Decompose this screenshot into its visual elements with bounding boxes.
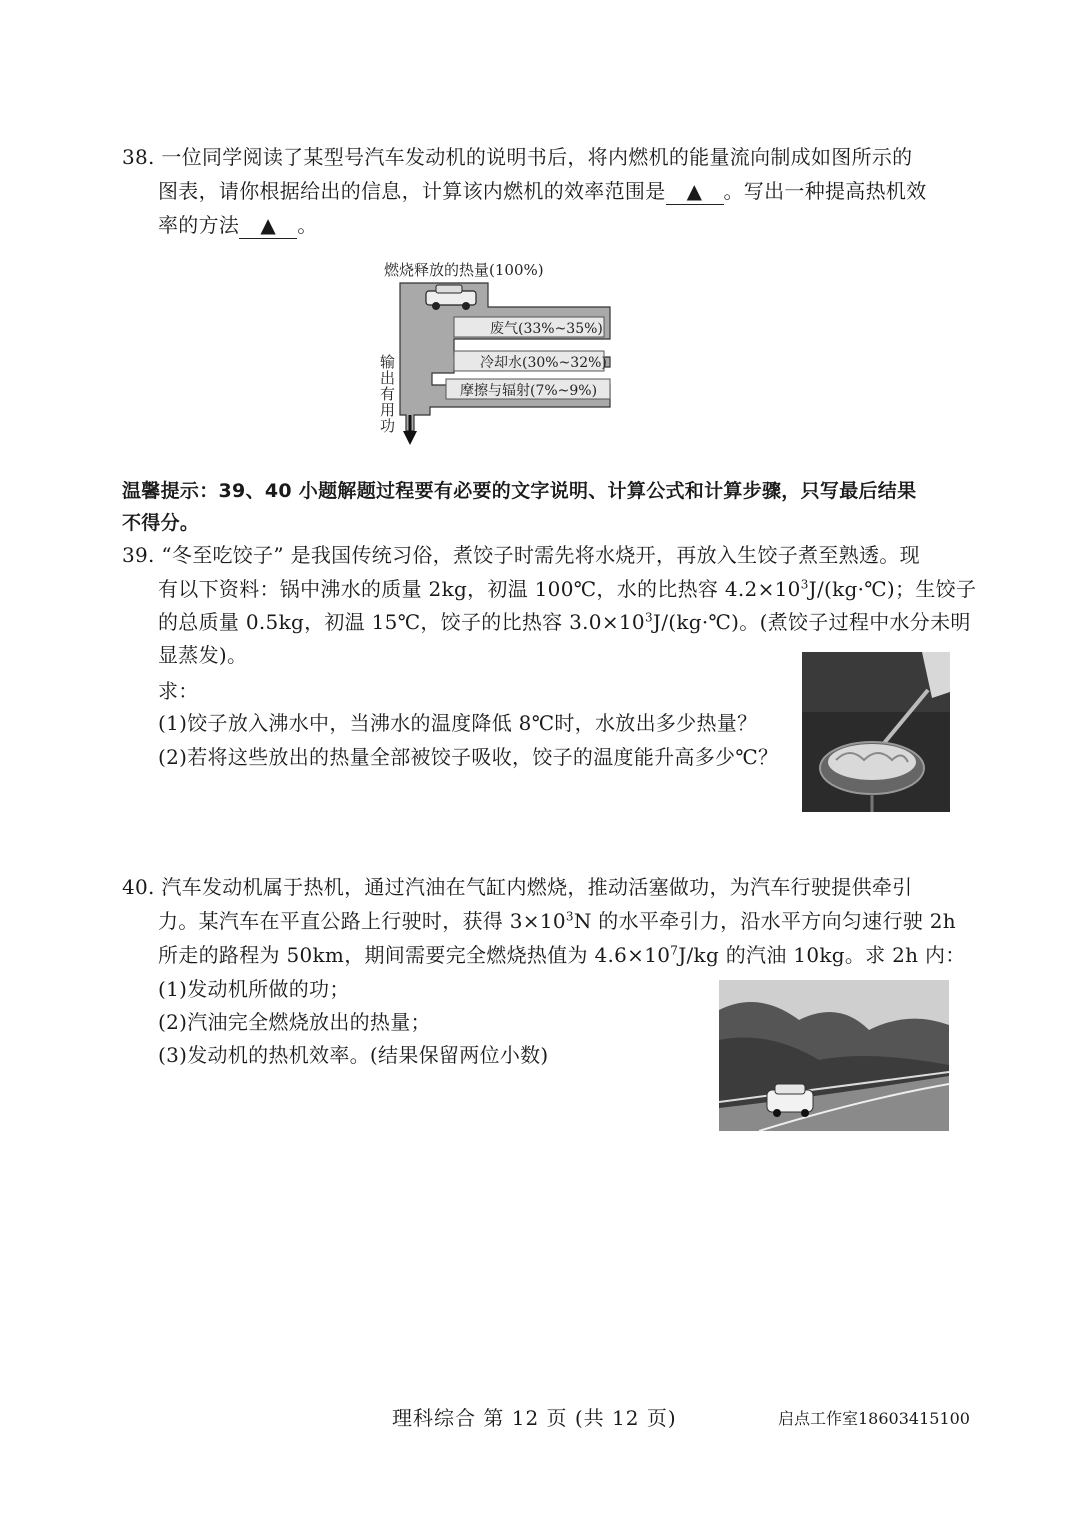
q40-line-3 xyxy=(158,940,966,970)
q39-line-3-text-b: J/(kg·℃)。(煮饺子过程中水分未明 xyxy=(652,610,971,634)
q40-line-1: 40. 汽车发动机属于热机，通过汽油在气缸内燃烧，推动活塞做功，为汽车行驶提供牵引 xyxy=(122,875,913,899)
tip-line-2: 不得分。 xyxy=(122,512,200,534)
q40-line-3-text: 所走的路程为 50km，期间需要完全燃烧热值为 4.6×10 xyxy=(158,943,671,967)
q39-line-3-exponent: 3 xyxy=(644,610,653,625)
output-char-4: 用 xyxy=(380,401,396,419)
q38-line-2 xyxy=(158,176,927,206)
q39-line-3-text: 的总质量 0.5kg，初温 15℃，饺子的比热容 3.0×10 xyxy=(158,610,645,634)
q40-sub-3: (3)发动机的热机效率。(结果保留两位小数) xyxy=(158,1043,549,1067)
q39-line-2 xyxy=(158,574,976,604)
q39-line-2-exponent: 3 xyxy=(800,577,809,592)
output-char-1: 输 xyxy=(380,353,396,371)
q38-line-3-text: 率的方法 xyxy=(158,213,240,237)
q40-line-2 xyxy=(158,906,956,936)
q39-line-3 xyxy=(158,607,971,637)
q39-line-2-text: 有以下资料：锅中沸水的质量 2kg，初温 100℃，水的比热容 4.2×10 xyxy=(158,577,801,601)
cooling-water-label: 冷却水(30%~32%) xyxy=(480,355,607,371)
car-road-photo xyxy=(719,980,949,1131)
studio-watermark: 启点工作室18603415100 xyxy=(778,1409,970,1428)
answer-blank-efficiency[interactable]: ▲ xyxy=(666,178,724,205)
q40-line-2-text: 力。某汽车在平直公路上行驶时，获得 3×10 xyxy=(158,909,566,933)
output-char-2: 出 xyxy=(380,369,396,387)
q39-line-2-text-b: J/(kg·℃)；生饺子 xyxy=(808,577,977,601)
q40-line-2-exponent: 3 xyxy=(565,909,574,924)
q39-sub-2: (2)若将这些放出的热量全部被饺子吸收，饺子的温度能升高多少℃？ xyxy=(158,745,779,769)
tip-line-1: 温馨提示：39、40 小题解题过程要有必要的文字说明、计算公式和计算步骤，只写最后结果 xyxy=(122,480,917,502)
dumpling-photo xyxy=(802,652,950,812)
output-char-5: 功 xyxy=(380,417,396,435)
q40-line-2-text-b: N 的水平牵引力，沿水平方向匀速行驶 2h xyxy=(573,909,956,933)
q40-sub-1: (1)发动机所做的功； xyxy=(158,977,350,1001)
q39-sub-1: (1)饺子放入沸水中，当沸水的温度降低 8℃时，水放出多少热量？ xyxy=(158,711,758,735)
q39-ask: 求： xyxy=(158,679,199,703)
q38-line-2-text-b: 。写出一种提高热机效 xyxy=(723,179,927,203)
q38-line-2-text: 图表，请你根据给出的信息，计算该内燃机的效率范围是 xyxy=(158,179,666,203)
q39-line-4: 显蒸发)。 xyxy=(158,643,248,667)
output-arrow-icon xyxy=(403,415,417,445)
q38-line-3 xyxy=(158,210,318,240)
diagram-top-label: 燃烧释放的热量(100%) xyxy=(384,261,544,279)
q40-line-3-exponent: 7 xyxy=(670,943,679,958)
exhaust-label: 废气(33%~35%) xyxy=(490,321,603,337)
q38-line-3-text-b: 。 xyxy=(297,213,318,237)
q38-line-1: 38. 一位同学阅读了某型号汽车发动机的说明书后，将内燃机的能量流向制成如图所示的 xyxy=(122,145,913,169)
friction-radiation-label: 摩擦与辐射(7%~9%) xyxy=(460,383,598,399)
page-footer: 理科综合 第 12 页 (共 12 页) xyxy=(392,1406,677,1430)
energy-flow-diagram xyxy=(370,255,630,455)
q40-line-3-text-b: J/kg 的汽油 10kg。求 2h 内： xyxy=(678,943,966,967)
q39-line-1: 39. “冬至吃饺子” 是我国传统习俗，煮饺子时需先将水烧开，再放入生饺子煮至熟透。现 xyxy=(122,543,920,567)
answer-blank-method[interactable]: ▲ xyxy=(239,212,297,239)
output-char-3: 有 xyxy=(380,385,396,403)
q40-sub-2: (2)汽油完全燃烧放出的热量； xyxy=(158,1010,431,1034)
